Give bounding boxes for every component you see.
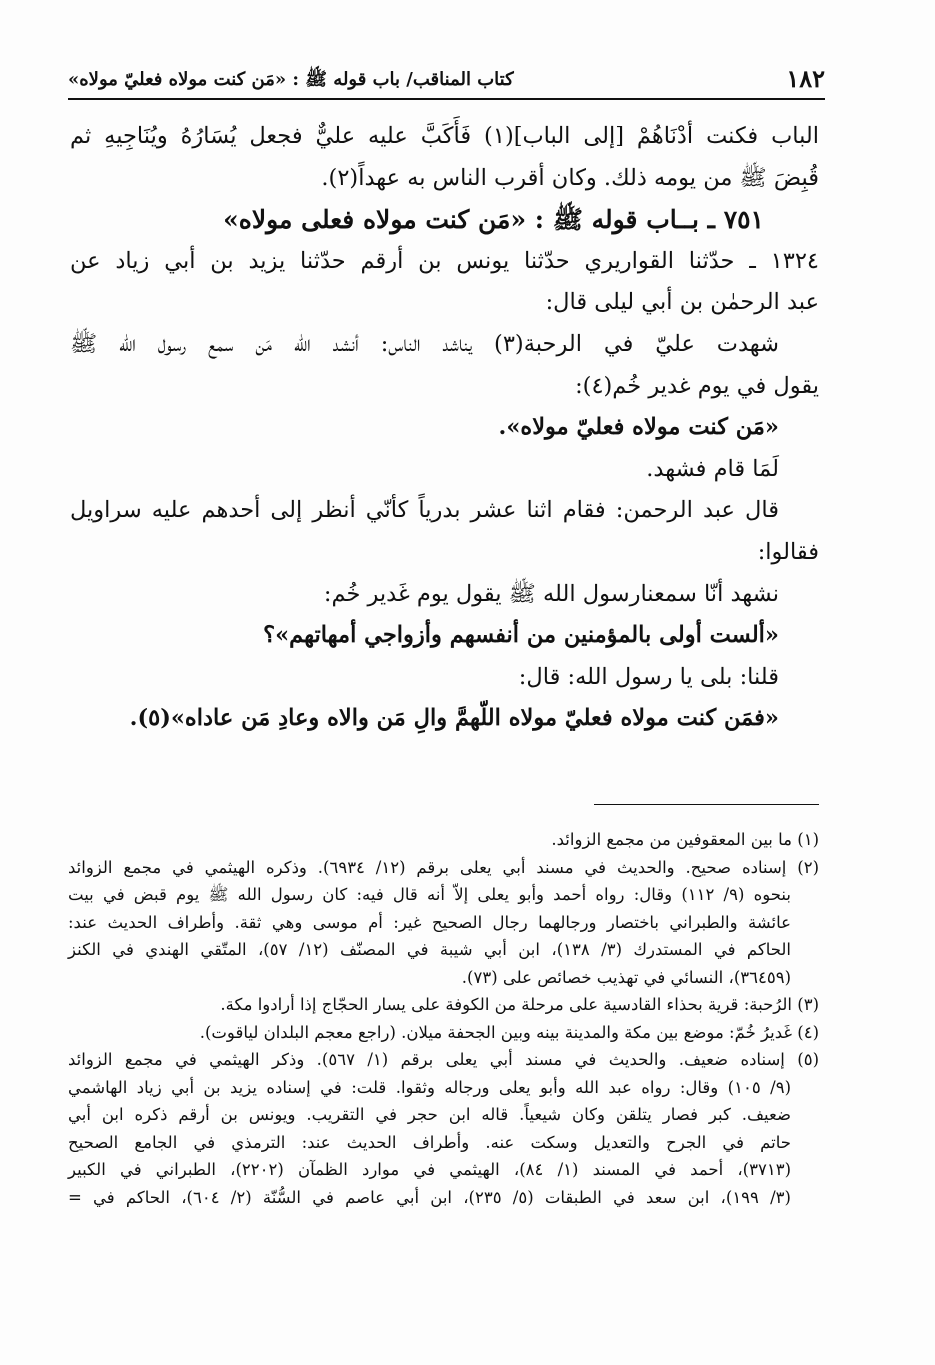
footnote-3: (٣) الرُحبة: قرية بحذاء القادسية على مرحلة من الكوفة على يسار الحجّاج إذا أرادوا مكة. xyxy=(220,995,819,1014)
footnote-5-line: حاتم في الجرح والتعديل وسكت عنه. وأطراف الحديث عند: الترمذي في الجامع الصحيح xyxy=(68,1132,791,1152)
hadith-line: شهدت عليّ في الرحبة(٣) يناشد الناس: أنشد الله مَن سمع رسول الله ﷺ xyxy=(70,330,779,357)
quote-line: «فمَن كنت مولاه فعليّ مولاه اللّهمَّ والِ مَن والاه وعادِ مَن عاداه»(٥). xyxy=(129,705,779,732)
footnotes xyxy=(68,826,819,1211)
footnote-2-line: بنحوه (٩/ ١١٢) وقال: رواه أحمد وأبو يعلى إلاّ أنه قال فيه: كان رسول الله ﷺ يوم قبض في بيت xyxy=(68,885,791,904)
footnote-5-line: (٣/ ١٩٩)، ابن سعد في الطبقات (٥/ ٢٣٥)، ابن أبي عاصم في السُّنّة (٢/ ٦٠٤)، الحاكم في = xyxy=(68,1187,791,1207)
footnote-divider xyxy=(594,804,819,805)
footnote-2: (٢) إسناده صحيح. والحديث في مسند أبي يعلى برقم (١٢/ ٦٩٣٤). وذكره الهيثمي في مجمع الزوائد xyxy=(68,857,819,877)
hadith-line: لَمَا قام فشهد. xyxy=(646,455,779,482)
hadith-line: فقالوا: xyxy=(757,538,819,565)
footnote-5-line: (٩/ ١٠٥) وقال: رواه عبد الله وأبو يعلى ورجاله وثقوا. قلت: في إسناده يزيد بن أبي زياد الهاشمي xyxy=(68,1077,791,1097)
footnote-2-line: الحاكم في المستدرك (٣/ ١٣٨)، ابن أبي شيبة في المصنّف (١٢/ ٥٧)، المتّقي الهندي في الكنز xyxy=(68,940,791,959)
footnote-2-line: (٣٦٤٥٩)، النسائي في تهذيب خصائص على (٧٣). xyxy=(461,967,791,987)
hadith-line: قال عبد الرحمن: فقام اثنا عشر بدرياً كأنّي أنظر إلى أحدهم عليه سراويل xyxy=(70,497,779,524)
text-line: الباب فكنت أدْنَاهُمْ [إلى الباب](١) فَأَكَبَّ عليه عليٌّ فجعل يُسَارُهُ ويُنَاجِيهِ ثم xyxy=(70,123,820,149)
chapter-heading: ٧٥١ ـ بــاب قوله ﷺ : «مَن كنت مولاه فعلى مولاه» xyxy=(223,205,764,235)
hadith-line: ١٣٢٤ ـ حدّثنا القواريري حدّثنا يونس بن أرقم حدّثنا يزيد بن أبي زياد عن xyxy=(70,247,819,274)
main-text xyxy=(70,116,819,740)
footnote-5: (٥) إسناده ضعيف. والحديث في مسند أبي يعلى برقم (١/ ٥٦٧). وذكر الهيثمي في مجمع الزوائد xyxy=(68,1050,819,1069)
hadith-line: نشهد أنّا سمعنارسول الله ﷺ يقول يوم غَدير خُم: xyxy=(323,580,779,607)
footnote-2-line: عائشة والطبراني باختصار ورجالهما رجال الصحيح غير: أم موسى وهي ثقة. وأطراف الحديث عند: xyxy=(68,912,791,932)
hadith-line: عبد الرحمٰن بن أبي ليلى قال: xyxy=(545,289,819,316)
hadith-line: قلنا: بلى يا رسول الله: قال: xyxy=(518,663,779,690)
footnote-5-line: (٣٧١٣)، أحمد في المسند (١/ ٨٤)، الهيثمي في موارد الظمآن (٢٢٠٢)، الطبراني في الكبير xyxy=(68,1160,791,1179)
footnote-1: (١) ما بين المعقوفين من مجمع الزوائد. xyxy=(551,830,819,849)
quote-line: «ألست أولى بالمؤمنين من أنفسهم وأزواجي أمهاتهم»؟ xyxy=(263,622,779,649)
page-header xyxy=(68,62,825,100)
footnote-4: (٤) غَديرُ خُمّ: موضع بين مكة والمدينة بينه وبين الجحفة ميلان. (راجع معجم البلدان لياقوت). xyxy=(199,1022,819,1042)
quote-line: «مَن كنت مولاه فعليّ مولاه». xyxy=(498,414,779,441)
hadith-line: يقول في يوم غدير خُم(٤): xyxy=(575,372,819,399)
running-title: كتاب المناقب/ باب قوله ﷺ : «مَن كنت مولاه فعليّ مولاه» xyxy=(68,69,514,90)
text-line: قُبِضَ ﷺ من يومه ذلك. وكان أقرب الناس به عهداً(٢). xyxy=(321,164,819,191)
footnote-5-line: ضعيف. كبر فصار يتلقن وكان شيعياً. قاله ابن حجر في التقريب. ويونس بن أرقم ذكره ابن أبي xyxy=(68,1105,791,1124)
page-number: ١٨٢ xyxy=(786,64,825,93)
